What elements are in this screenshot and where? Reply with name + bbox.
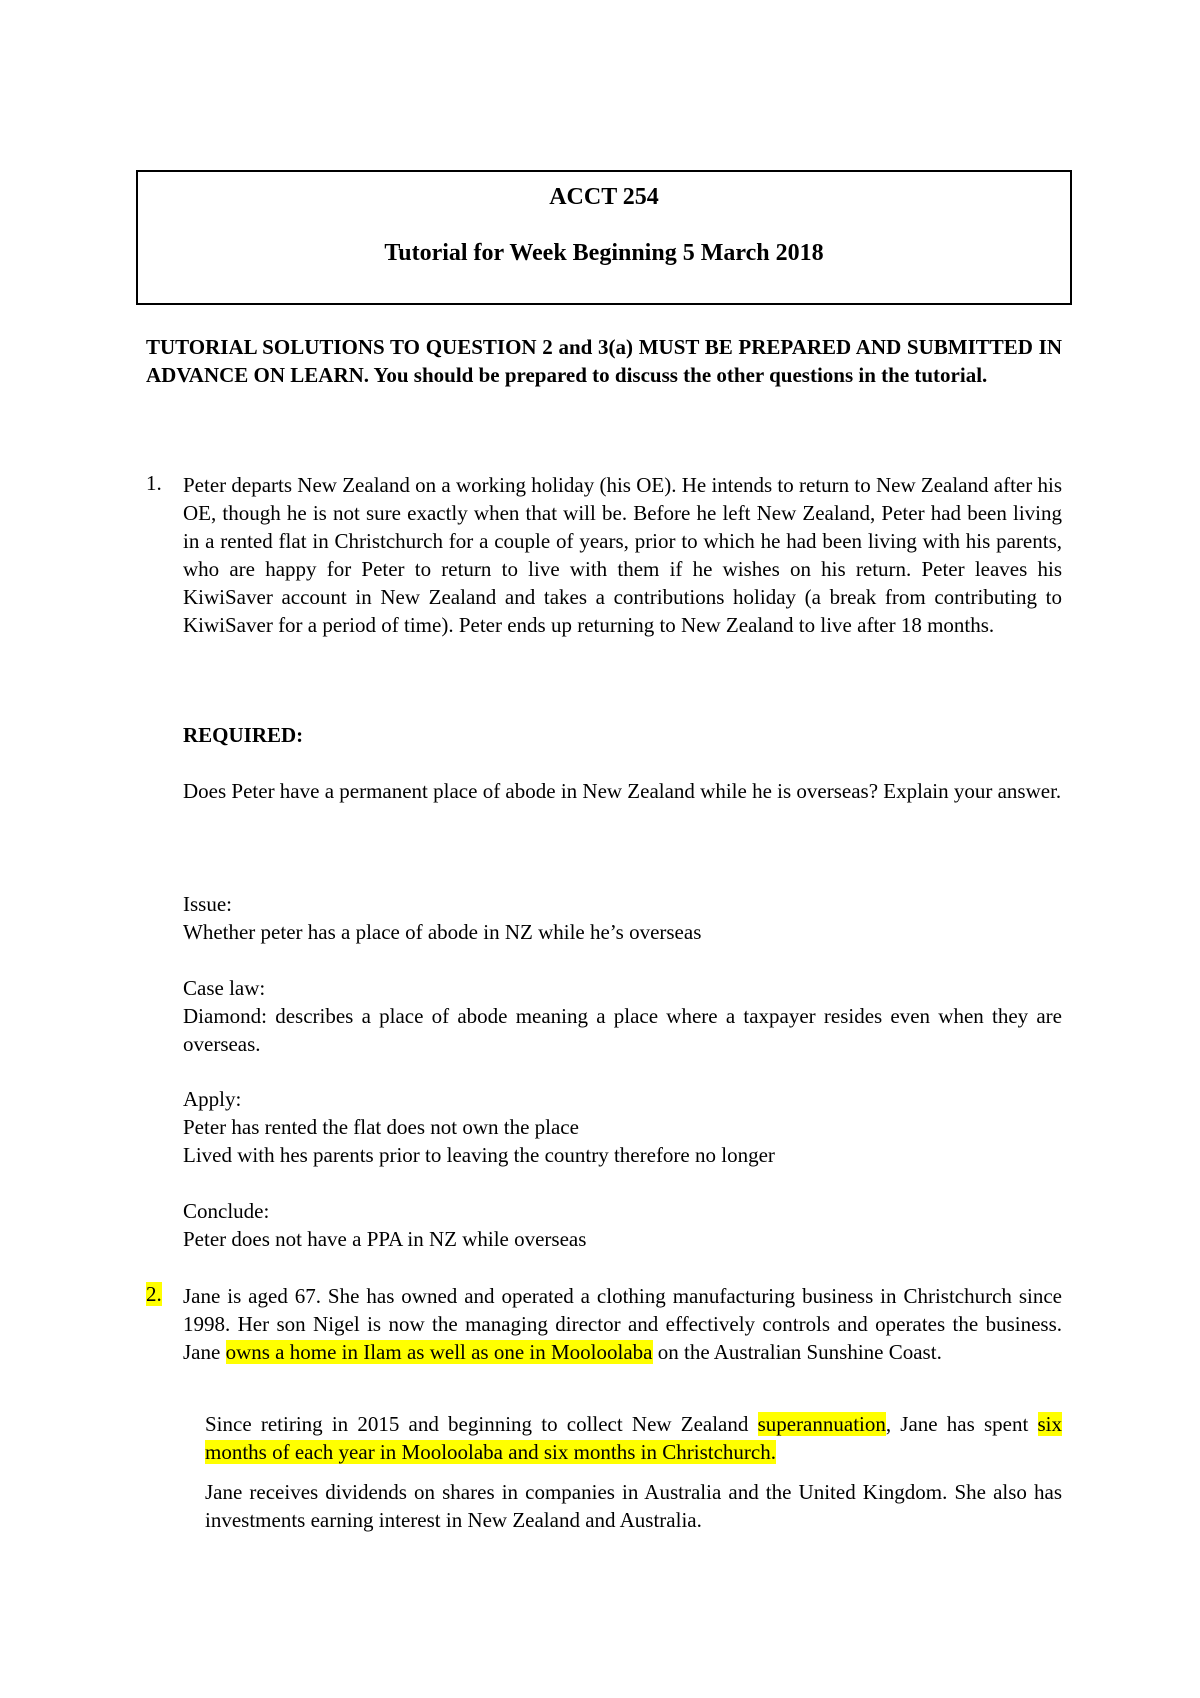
- q2-p1-highlight: owns a home in Ilam as well as one in Mooloolaba: [225, 1340, 653, 1364]
- question-2-paragraph-2: [205, 1410, 1062, 1466]
- question-2-paragraph-3: Jane receives dividends on shares in companies in Australia and the United Kingdom. She also has investments earning interest in New Zealand and Australia.: [205, 1480, 1062, 1532]
- question-2-paragraph-1: [183, 1282, 1062, 1366]
- apply-label: Apply:: [183, 1087, 242, 1111]
- q2-p1-text-a: Jane is aged 67. She has owned and operated a clothing manufacturing business in Christchurch since 1998. Her son Nigel is now the managing director and effectively controls and operates the business. Jane: [183, 1284, 1062, 1364]
- required-label: REQUIRED:: [183, 723, 304, 747]
- conclude-label: Conclude:: [183, 1199, 270, 1223]
- q2-p1-text-b: on the Australian Sunshine Coast.: [652, 1340, 942, 1364]
- apply-line-1: Peter has rented the flat does not own the place: [183, 1115, 579, 1139]
- issue-label: Issue:: [183, 892, 232, 916]
- submission-instruction: TUTORIAL SOLUTIONS TO QUESTION 2 and 3(a) MUST BE PREPARED AND SUBMITTED IN ADVANCE ON LEARN. You should be prepared to discuss the other questions in the tutorial.: [146, 335, 1062, 387]
- issue-text: Whether peter has a place of abode in NZ while he’s overseas: [183, 920, 702, 944]
- required-text: Does Peter have a permanent place of abode in New Zealand while he is overseas? Explain your answer.: [183, 779, 1062, 803]
- q2-p2-text-a: Since retiring in 2015 and beginning to collect New Zealand: [205, 1412, 758, 1436]
- conclude-text: Peter does not have a PPA in NZ while overseas: [183, 1227, 587, 1251]
- question-1-text: Peter departs New Zealand on a working holiday (his OE). He intends to return to New Zealand after his OE, though he is not sure exactly when that will be. Before he left New Zealand, Peter had been living in a rented flat in Christchurch for a couple of years, prior to which he had been living with his parents, who are happy for Peter to return to live with them if he wishes on his return. Peter leaves his KiwiSaver account in New Zealand and takes a contributions holiday (a break from contributing to KiwiSaver for a period of time). Peter ends up returning to New Zealand to live after 18 months.: [183, 473, 1062, 637]
- question-2-number: [146, 1282, 162, 1307]
- tutorial-title: Tutorial for Week Beginning 5 March 2018: [384, 240, 824, 266]
- case-law-label: Case law:: [183, 976, 266, 1000]
- q2-p2-highlight-1: superannuation: [757, 1412, 886, 1436]
- q2-p2-highlight-2: six months of each year in Mooloolaba and six months in Christchurch.: [205, 1412, 1063, 1464]
- course-code: ACCT 254: [549, 184, 659, 210]
- question-1-number: 1.: [146, 471, 162, 495]
- q2-p2-text-b: , Jane has spent: [885, 1412, 1038, 1436]
- question-2-number-highlight: 2.: [146, 1282, 162, 1306]
- case-law-text: Diamond: describes a place of abode meaning a place where a taxpayer resides even when they are overseas.: [183, 1004, 1062, 1056]
- title-box: [136, 170, 1072, 305]
- apply-line-2: Lived with hes parents prior to leaving the country therefore no longer: [183, 1143, 775, 1167]
